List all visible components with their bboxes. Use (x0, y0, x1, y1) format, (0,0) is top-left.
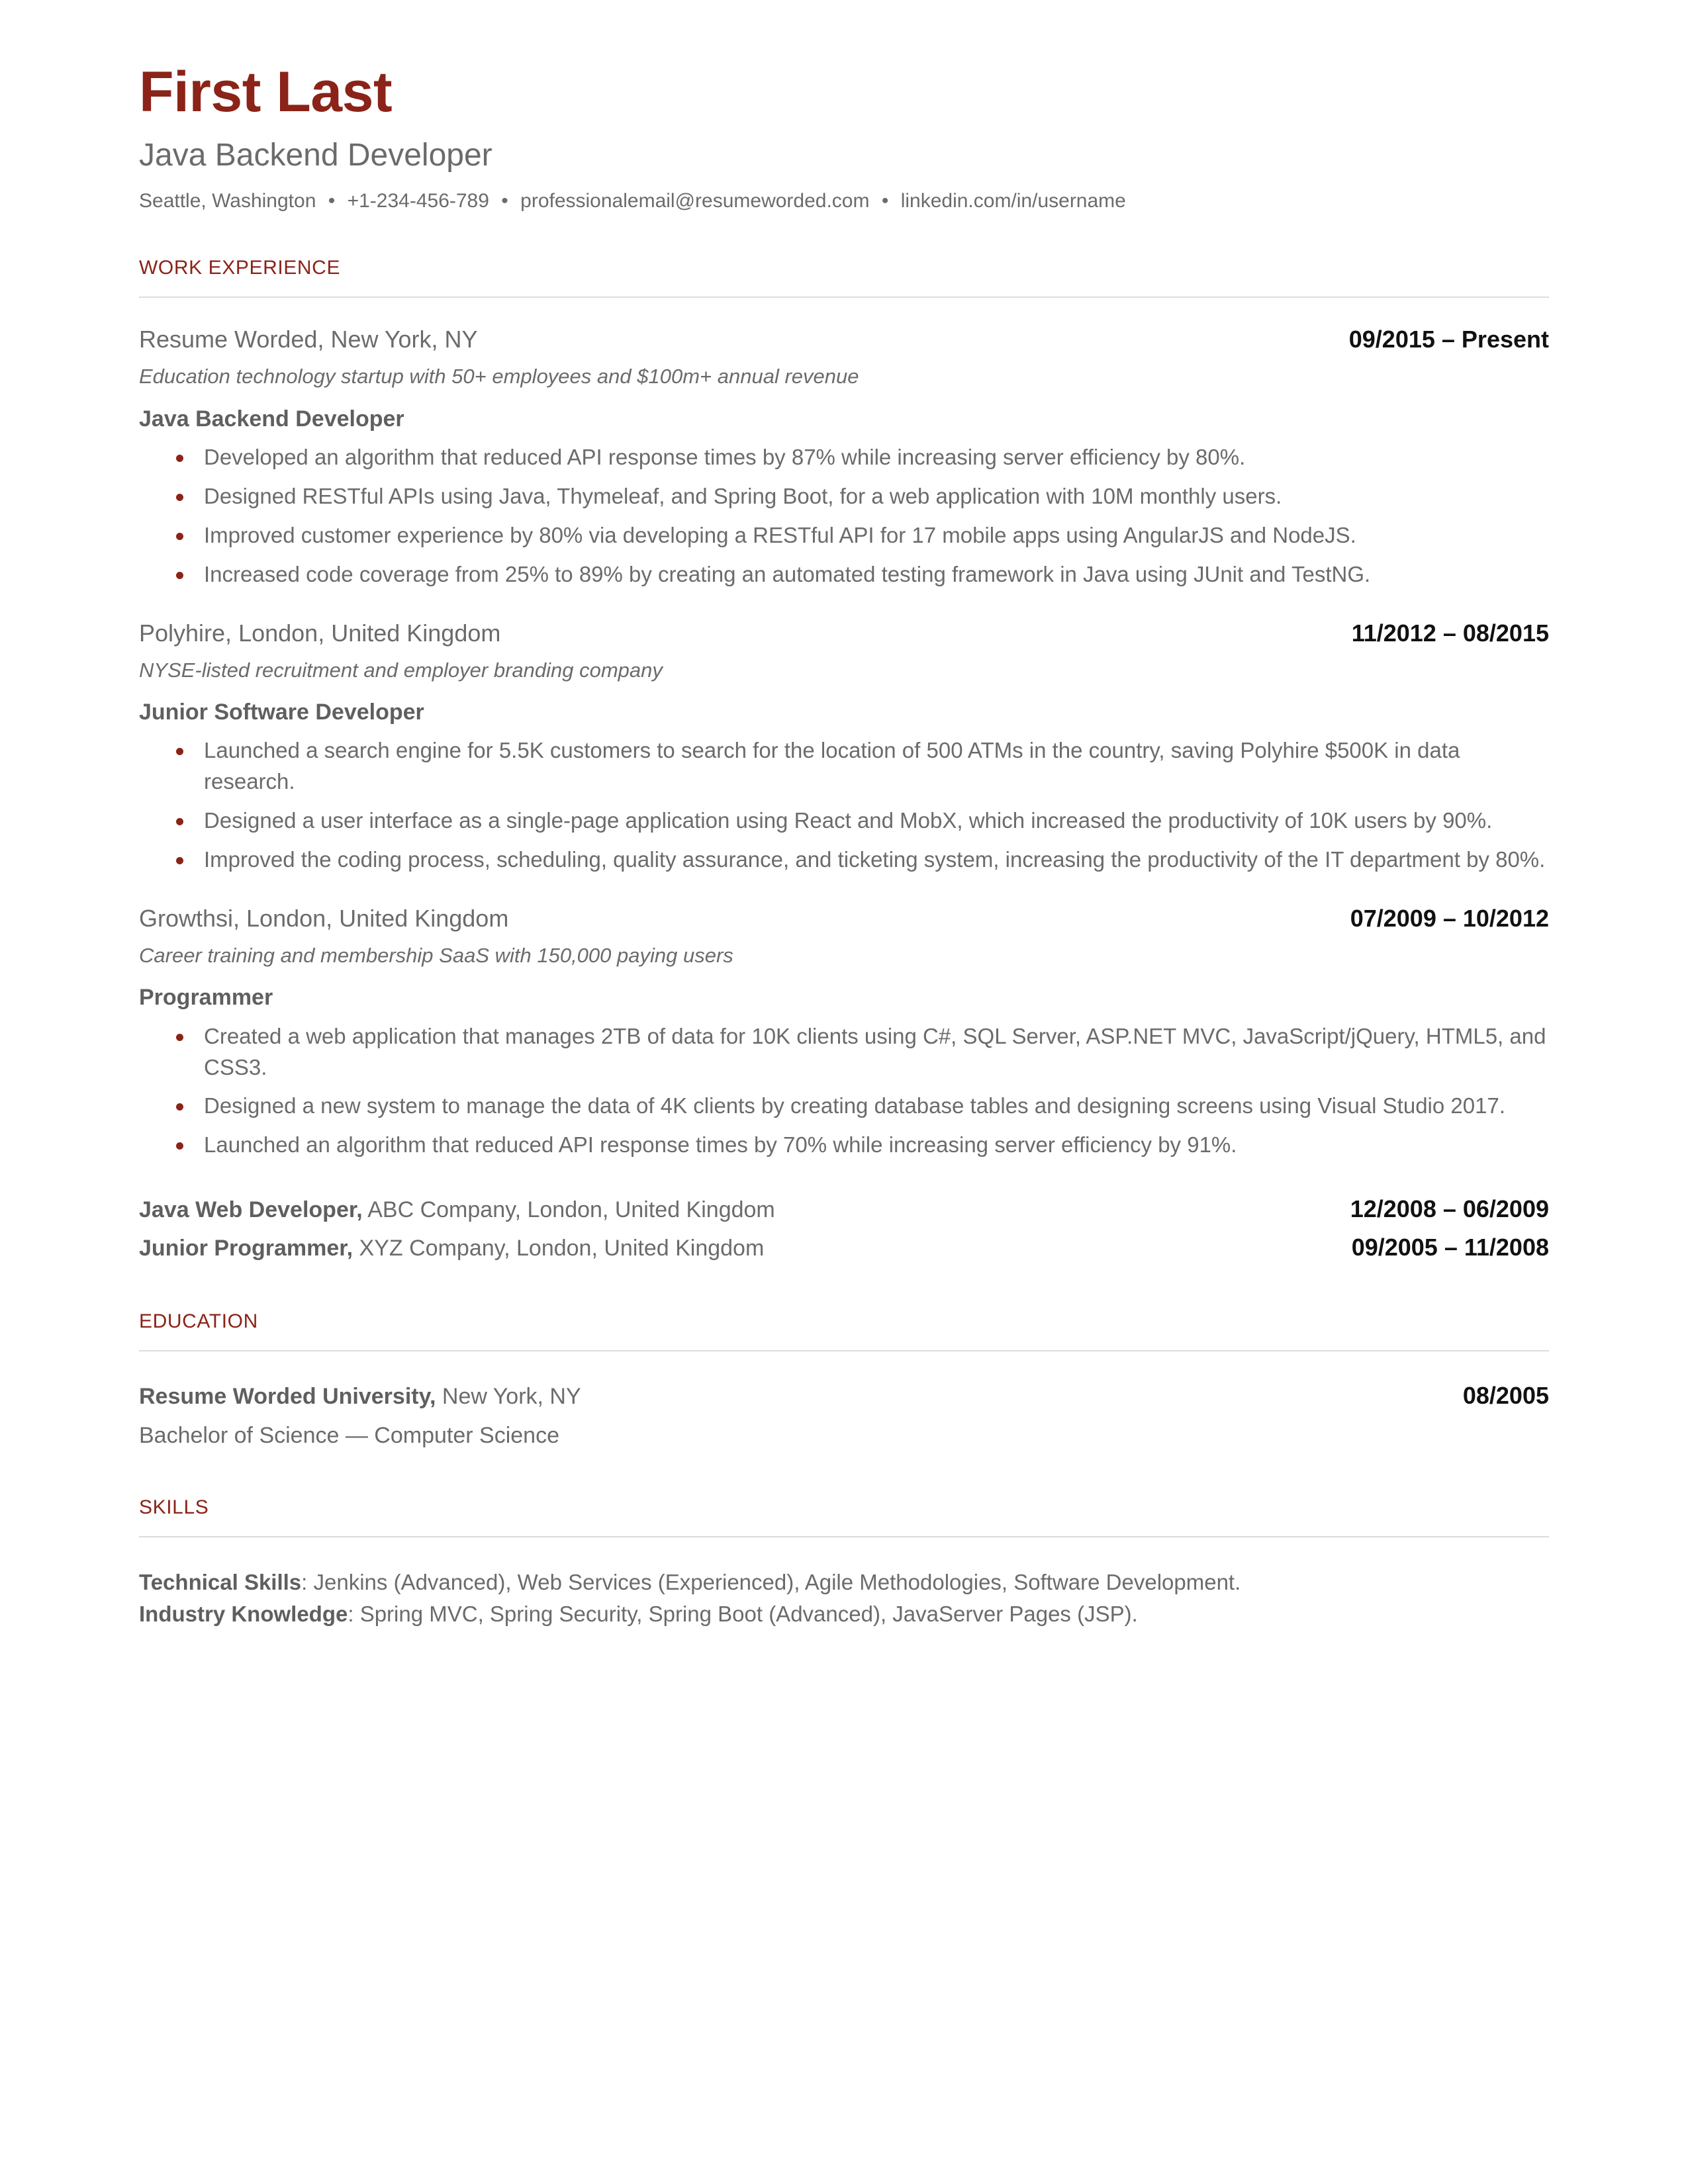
contact-linkedin[interactable]: linkedin.com/in/username (900, 190, 1126, 212)
section-divider-skills (139, 1536, 1549, 1537)
contact-separator-3: • (881, 190, 889, 212)
job-title: Programmer (139, 985, 273, 1011)
education-section (139, 1310, 1549, 1449)
job-company-blurb: Education technology startup with 50+ employees and $100m+ annual revenue (139, 365, 859, 388)
job-header-row (139, 903, 1549, 933)
job-title: Junior Software Developer (139, 699, 424, 725)
compact-role-company: XYZ Company, London, United Kingdom (353, 1236, 765, 1261)
job-bullet: Developed an algorithm that reduced API response times by 87% while increasing server efficiency by 80%. (139, 442, 1549, 473)
job-bullet: Created a web application that manages 2TB of data for 10K clients using C#, SQL Server, ASP.NET MVC, JavaScript/jQuery, HTML5, and CSS3. (139, 1021, 1549, 1083)
compact-role-text (139, 1234, 764, 1263)
contact-separator-1: • (328, 190, 336, 212)
work-experience-section (139, 257, 1549, 1263)
compact-role-text (139, 1195, 775, 1224)
education-header-row (139, 1381, 1549, 1411)
job-bullet: Improved customer experience by 80% via developing a RESTful API for 17 mobile apps using AngularJS and NodeJS. (139, 520, 1549, 551)
compact-role-dates: 12/2008 – 06/2009 (1350, 1195, 1549, 1223)
job-company-blurb: Career training and membership SaaS with 150,000 paying users (139, 943, 733, 967)
job-bullet: Improved the coding process, scheduling, quality assurance, and ticketing system, increasing the productivity of the IT department by 80%. (139, 844, 1549, 876)
compact-role-dates: 09/2005 – 11/2008 (1351, 1234, 1549, 1261)
contact-email[interactable]: professionalemail@resumeworded.com (520, 190, 870, 212)
job-bullet-list (139, 442, 1549, 590)
section-heading-work: WORK EXPERIENCE (139, 257, 341, 279)
education-dates: 08/2005 (1462, 1382, 1549, 1410)
section-heading-skills: SKILLS (139, 1496, 209, 1518)
skill-category-label: Technical Skills (139, 1569, 302, 1594)
job-bullet: Designed RESTful APIs using Java, Thymeleaf, and Spring Boot, for a web application with 10M monthly users. (139, 481, 1549, 512)
job-dates: 11/2012 – 08/2015 (1351, 619, 1549, 647)
job-entry (139, 903, 1549, 1161)
compact-role-title: Java Web Developer, (139, 1197, 363, 1223)
skill-category-label: Industry Knowledge (139, 1601, 348, 1626)
contact-phone[interactable]: +1-234-456-789 (347, 190, 489, 212)
job-company: Resume Worded, New York, NY (139, 326, 478, 353)
education-school-line (139, 1382, 581, 1411)
job-header-row (139, 324, 1549, 354)
education-entry (139, 1381, 1549, 1449)
job-company: Polyhire, London, United Kingdom (139, 619, 501, 647)
job-bullet: Designed a user interface as a single-page application using React and MobX, which increased the productivity of 10K users by 90%. (139, 805, 1549, 837)
job-bullet-list (139, 735, 1549, 875)
contact-separator-2: • (501, 190, 508, 212)
job-bullet: Launched a search engine for 5.5K customers to search for the location of 500 ATMs in the country, saving Polyhire $500K in data research. (139, 735, 1549, 797)
contact-line (139, 189, 1549, 213)
compact-role-company: ABC Company, London, United Kingdom (362, 1197, 775, 1223)
candidate-name: First Last (139, 60, 393, 124)
compact-role-row (139, 1194, 1549, 1224)
job-header-row (139, 618, 1549, 648)
section-divider-education (139, 1350, 1549, 1351)
section-divider-work (139, 296, 1549, 298)
section-heading-education: EDUCATION (139, 1310, 258, 1333)
compact-role-title: Junior Programmer, (139, 1236, 353, 1261)
skill-row (139, 1598, 1549, 1630)
job-dates: 07/2009 – 10/2012 (1350, 904, 1549, 932)
job-dates: 09/2015 – Present (1348, 326, 1549, 353)
skills-list (139, 1567, 1549, 1630)
job-entry (139, 324, 1549, 590)
education-school: Resume Worded University, (139, 1384, 436, 1410)
job-bullet: Designed a new system to manage the data of 4K clients by creating database tables and designing screens using Visual Studio 2017. (139, 1091, 1549, 1122)
compact-roles-list (139, 1194, 1549, 1263)
job-entry (139, 618, 1549, 876)
education-degree: Bachelor of Science — Computer Science (139, 1422, 559, 1448)
skill-values: : Jenkins (Advanced), Web Services (Experienced), Agile Methodologies, Software Development. (301, 1569, 1241, 1594)
job-company-blurb: NYSE-listed recruitment and employer branding company (139, 658, 663, 682)
job-bullet: Launched an algorithm that reduced API response times by 70% while increasing server efficiency by 91%. (139, 1130, 1549, 1161)
contact-location: Seattle, Washington (139, 190, 316, 212)
skill-values: : Spring MVC, Spring Security, Spring Boot (Advanced), JavaServer Pages (JSP). (348, 1601, 1138, 1626)
job-title: Java Backend Developer (139, 406, 404, 432)
job-bullet-list (139, 1021, 1549, 1161)
education-location: New York, NY (436, 1384, 581, 1410)
job-company: Growthsi, London, United Kingdom (139, 904, 509, 932)
job-bullet: Increased code coverage from 25% to 89% by creating an automated testing framework in Java using JUnit and TestNG. (139, 559, 1549, 590)
skills-section (139, 1496, 1549, 1630)
compact-role-row (139, 1232, 1549, 1263)
skill-row (139, 1567, 1549, 1598)
resume-header (139, 60, 1549, 213)
candidate-headline: Java Backend Developer (139, 138, 492, 173)
